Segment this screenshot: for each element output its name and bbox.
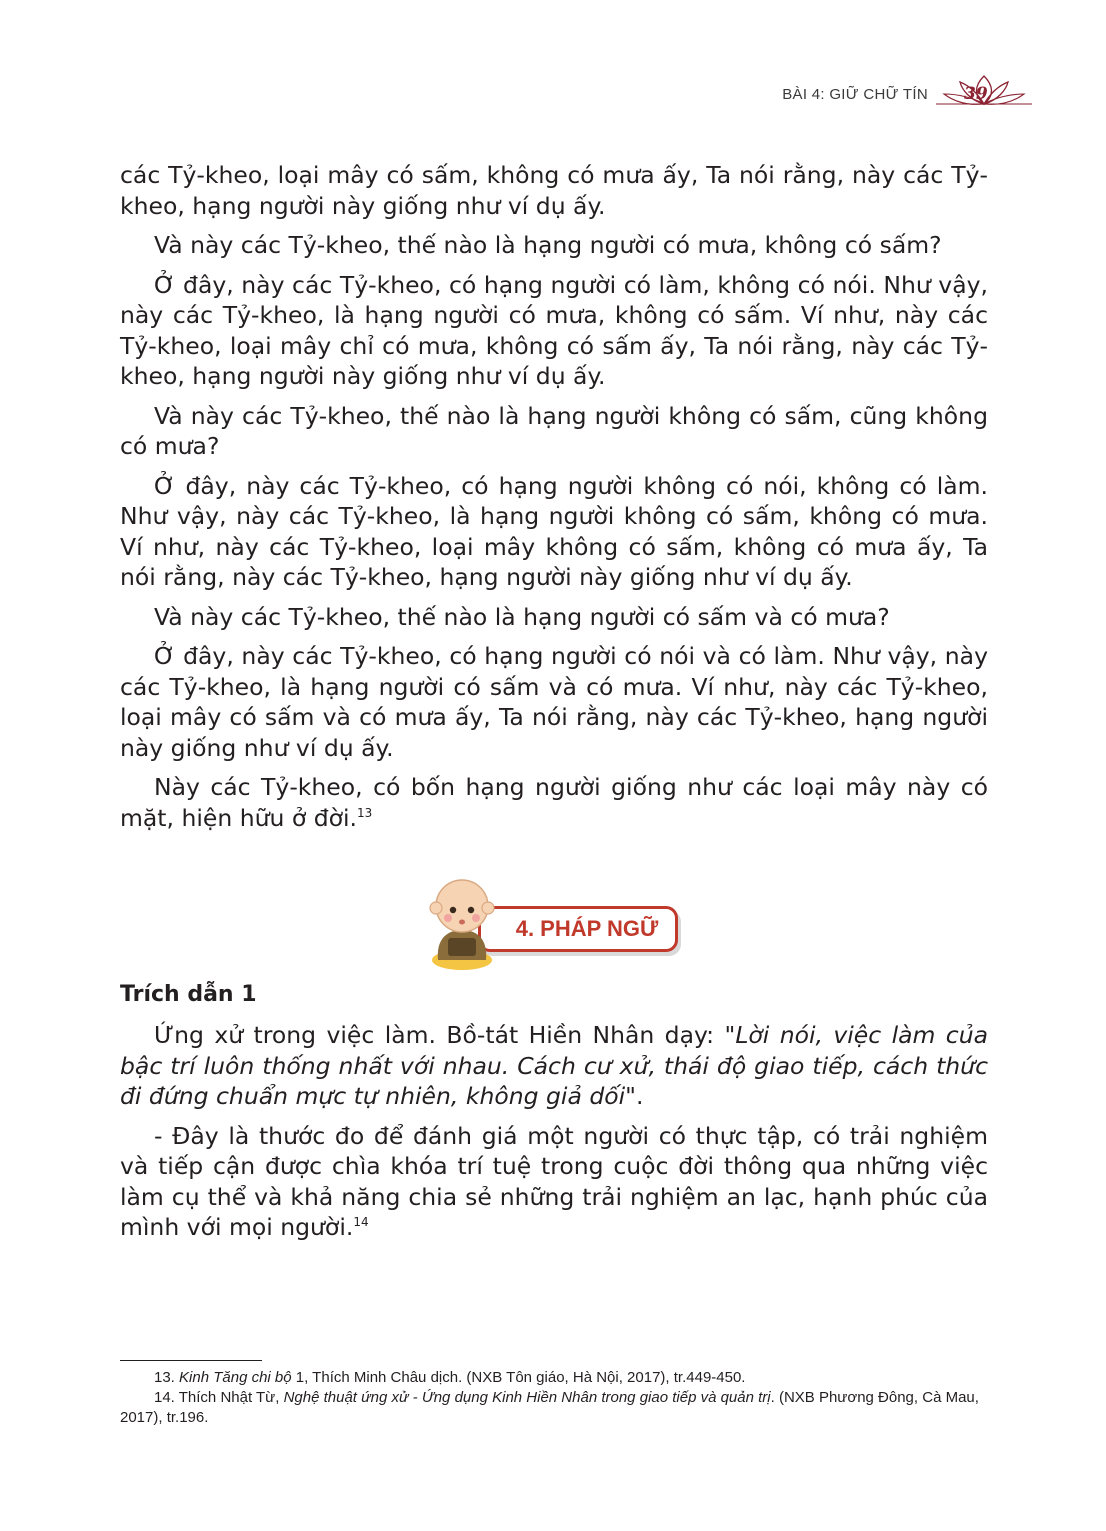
paragraph: Và này các Tỷ-kheo, thế nào là hạng người có sấm và có mưa? xyxy=(154,602,890,631)
quote-paragraph xyxy=(120,1020,988,1112)
page-number-ornament xyxy=(934,74,1034,114)
paragraph: Ở đây, này các Tỷ-kheo, có hạng người không có nói, không có làm. Như vậy, này các Tỷ-kheo, là hạng người không có sấm, không có mưa. Ví như, này các Tỷ-kheo, loại mây không có sấm, không có mưa ấy, Ta nói rằng, này các Tỷ-kheo, hạng người này giống như ví dụ ấy. xyxy=(120,471,988,591)
chapter-title: BÀI 4: GIỮ CHỮ TÍN xyxy=(782,85,928,103)
quote-intro: Ứng xử trong việc làm. Bồ-tát Hiền Nhân dạy: " xyxy=(154,1021,736,1049)
quote-block xyxy=(120,1020,988,1252)
paragraph: Ở đây, này các Tỷ-kheo, có hạng người có nói và có làm. Như vậy, này các Tỷ-kheo, là hạng người có sấm và có mưa. Ví như, này các Tỷ-kheo, loại mây có sấm và có mưa ấy, Ta nói rằng, này các Tỷ-kheo, hạng người này giống như ví dụ ấy. xyxy=(120,642,988,762)
quote-comment xyxy=(120,1121,988,1243)
main-text xyxy=(120,160,988,842)
footnote-number: 14. xyxy=(154,1389,175,1406)
quote-outro: ". xyxy=(625,1082,644,1110)
footnote-ref[interactable]: 13 xyxy=(357,805,373,820)
footnote-text: . (NXB Phương Đông, Cà Mau, 2017), tr.196. xyxy=(120,1389,979,1426)
paragraph-text: Này các Tỷ-kheo, có bốn hạng người giống như các loại mây này có mặt, hiện hữu ở đời. xyxy=(120,773,988,832)
quote-title: Trích dẫn 1 xyxy=(120,982,257,1007)
page-header xyxy=(782,74,1034,114)
footnote-13 xyxy=(120,1368,988,1388)
footnote-title: Nghệ thuật ứng xử - Ứng dụng Kinh Hiền Nhân trong giao tiếp và quản trị xyxy=(283,1389,771,1406)
paragraph: Và này các Tỷ-kheo, thế nào là hạng người có mưa, không có sấm? xyxy=(154,231,942,259)
paragraph: các Tỷ-kheo, loại mây có sấm, không có mưa ấy, Ta nói rằng, này các Tỷ-kheo, hạng người này giống như ví dụ ấy. xyxy=(120,161,988,220)
paragraph xyxy=(120,772,988,833)
footnote-ref[interactable]: 14 xyxy=(353,1215,369,1229)
footnotes xyxy=(120,1368,988,1428)
paragraph: Ở đây, này các Tỷ-kheo, có hạng người có làm, không có nói. Như vậy, này các Tỷ-kheo, là hạng người có mưa, không có sấm. Ví như, này các Tỷ-kheo, loại mây chỉ có mưa, không có sấm ấy, Ta nói rằng, này các Tỷ-kheo, hạng người này giống như ví dụ ấy. xyxy=(120,270,988,390)
footnote-number: 13. xyxy=(154,1369,175,1386)
quote-italic: Lời nói, việc làm của bậc trí luôn thống nhất với nhau. Cách cư xử, thái độ giao tiếp, cách thức đi đứng chuẩn mực tự nhiên, không giả dối xyxy=(120,1021,988,1110)
footnote-divider xyxy=(120,1360,262,1361)
section-badge xyxy=(420,872,690,972)
monk-icon xyxy=(420,872,500,972)
paragraph: Và này các Tỷ-kheo, thế nào là hạng người không có sấm, cũng không có mưa? xyxy=(120,401,988,460)
footnote-14 xyxy=(120,1388,988,1428)
comment-text: - Đây là thước đo để đánh giá một người có thực tập, có trải nghiệm và tiếp cận được chìa khóa trí tuệ trong cuộc đời thông qua những việc làm cụ thể và khả năng chia sẻ những trải nghiệm an lạc, hạnh phúc của mình với mọi người. xyxy=(120,1121,988,1241)
footnote-text: 1, Thích Minh Châu dịch. (NXB Tôn giáo, Hà Nội, 2017), tr.449-450. xyxy=(291,1369,746,1386)
section-heading: 4. PHÁP NGỮ xyxy=(478,906,678,952)
footnote-author: Thích Nhật Từ, xyxy=(174,1389,284,1406)
footnote-title: Kinh Tăng chi bộ xyxy=(179,1369,292,1386)
page-number: 39 xyxy=(964,84,988,104)
